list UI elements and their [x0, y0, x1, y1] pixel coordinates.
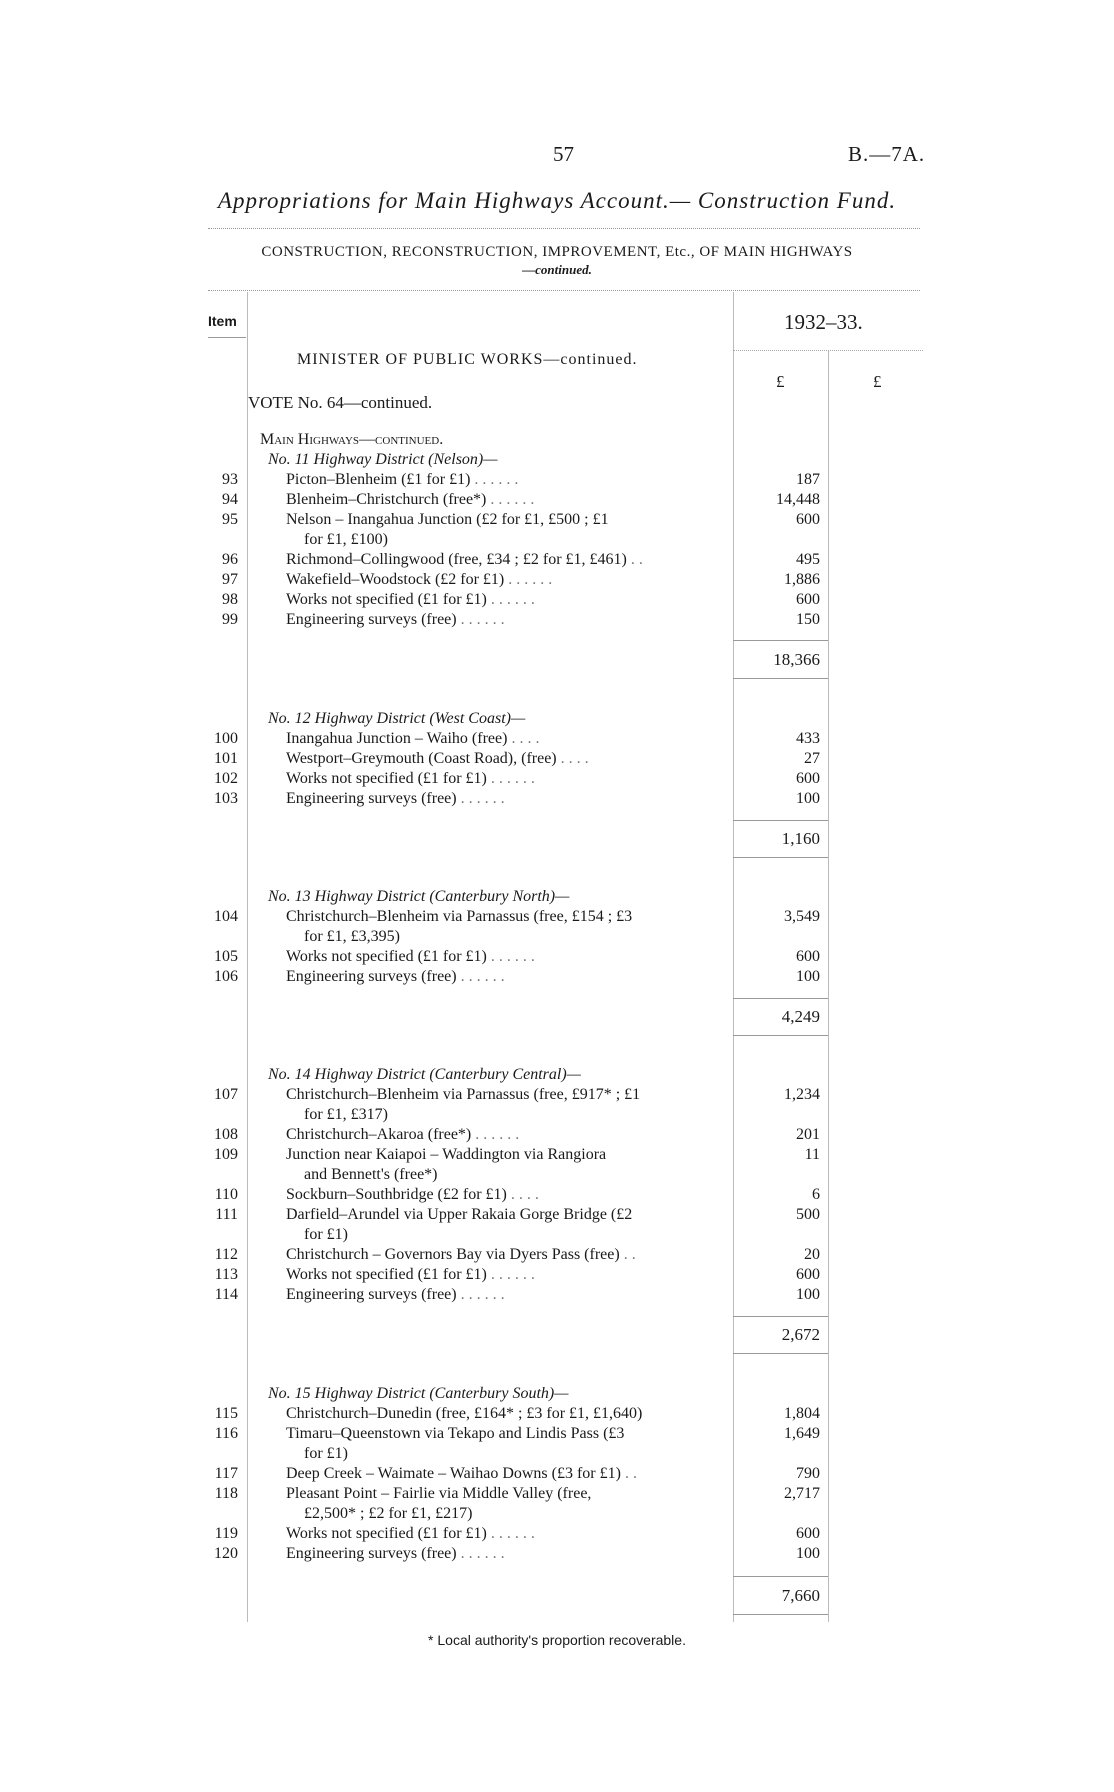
item-number: 116	[214, 1425, 238, 1442]
district-total: 1,160	[781, 829, 820, 848]
district-total: 18,366	[773, 650, 820, 669]
item-amount: 600	[796, 1525, 820, 1542]
page-title: Appropriations for Main Highways Account.— Construction Fund.	[217, 188, 897, 213]
subtitle-rule	[208, 290, 920, 291]
table-row-continuation	[0, 1226, 1114, 1246]
table-row	[0, 1186, 1114, 1206]
table-row	[0, 1425, 1114, 1445]
item-description: Junction near Kaiapoi – Waddington via Rangiora	[286, 1146, 607, 1163]
item-amount: 600	[796, 1266, 820, 1283]
item-amount: 100	[796, 1545, 820, 1562]
item-description: Engineering surveys (free) . . . . . .	[286, 790, 505, 807]
item-amount: 433	[796, 730, 820, 747]
item-number: 101	[214, 750, 238, 767]
item-amount: 495	[796, 551, 820, 568]
item-number: 118	[214, 1485, 238, 1502]
item-number: 100	[214, 730, 238, 747]
item-amount: 1,649	[784, 1425, 820, 1442]
table-row	[0, 491, 1114, 511]
table-row	[0, 1545, 1114, 1565]
item-amount: 600	[796, 948, 820, 965]
table-row-continuation	[0, 928, 1114, 948]
table-row	[0, 511, 1114, 531]
item-amount: 1,804	[784, 1405, 820, 1422]
district-heading	[0, 451, 1114, 471]
district-name: No. 13 Highway District (Canterbury North)—	[268, 888, 570, 905]
item-description-continued: for £1)	[304, 1445, 348, 1462]
title-rule	[208, 228, 920, 229]
district-total: 4,249	[781, 1007, 820, 1026]
table-row	[0, 611, 1114, 631]
district-name: No. 12 Highway District (West Coast)—	[268, 710, 526, 727]
item-description: Deep Creek – Waimate – Waihao Downs (£3 for £1) . .	[286, 1465, 637, 1482]
item-description: Darfield–Arundel via Upper Rakaia Gorge Bridge (£2	[286, 1206, 633, 1223]
item-amount: 790	[796, 1465, 820, 1482]
item-number: 93	[222, 471, 238, 488]
vote-heading: VOTE No. 64—continued.	[248, 393, 433, 412]
item-description: Pleasant Point – Fairlie via Middle Valley (free,	[286, 1485, 592, 1502]
item-description: Christchurch–Akaroa (free*) . . . . . .	[286, 1126, 520, 1143]
item-amount: 1,234	[784, 1086, 820, 1103]
item-amount: 3,549	[784, 908, 820, 925]
item-amount: 600	[796, 591, 820, 608]
item-number: 107	[214, 1086, 238, 1103]
item-amount: 187	[796, 471, 820, 488]
item-description-continued: £2,500* ; £2 for £1, £217)	[304, 1505, 473, 1522]
item-description: Blenheim–Christchurch (free*) . . . . . .	[286, 491, 535, 508]
table-row-continuation	[0, 1166, 1114, 1186]
section-subtitle-continued: —continued.	[522, 262, 592, 277]
table-row	[0, 1405, 1114, 1425]
item-description: Works not specified (£1 for £1) . . . . . .	[286, 591, 535, 608]
table-row	[0, 1266, 1114, 1286]
item-column-header: Item	[208, 313, 237, 329]
subtotal-rule	[733, 640, 828, 641]
item-amount: 2,717	[784, 1485, 820, 1502]
table-row	[0, 1465, 1114, 1485]
item-amount: 201	[796, 1126, 820, 1143]
item-description: Picton–Blenheim (£1 for £1) . . . . . .	[286, 471, 519, 488]
item-description: Nelson – Inangahua Junction (£2 for £1, £500 ; £1	[286, 511, 609, 528]
item-description: Westport–Greymouth (Coast Road), (free) . . . .	[286, 750, 589, 767]
item-number: 108	[214, 1126, 238, 1143]
item-number: 95	[222, 511, 238, 528]
item-description: Engineering surveys (free) . . . . . .	[286, 1545, 505, 1562]
item-number: 98	[222, 591, 238, 608]
item-amount: 150	[796, 611, 820, 628]
item-number: 103	[214, 790, 238, 807]
table-row	[0, 1146, 1114, 1166]
item-number: 117	[214, 1465, 238, 1482]
item-description: Inangahua Junction – Waiho (free) . . . .	[286, 730, 540, 747]
table-row	[0, 1485, 1114, 1505]
item-amount: 27	[804, 750, 820, 767]
subtotal-rule	[733, 1353, 828, 1354]
item-number: 105	[214, 948, 238, 965]
table-row	[0, 471, 1114, 491]
subtotal-rule	[733, 998, 828, 999]
item-description: Christchurch–Blenheim via Parnassus (free, £154 ; £3	[286, 908, 633, 925]
district-name: No. 11 Highway District (Nelson)—	[268, 451, 498, 468]
district-total: 7,660	[781, 1586, 820, 1605]
subtotal-rule	[733, 1576, 828, 1577]
item-amount: 100	[796, 968, 820, 985]
currency-symbol-1: £	[776, 372, 785, 391]
item-description: Christchurch–Blenheim via Parnassus (free, £917* ; £1	[286, 1086, 641, 1103]
item-description: Christchurch–Dunedin (free, £164* ; £3 for £1, £1,640)	[286, 1405, 643, 1422]
subtotal-rule	[733, 857, 828, 858]
table-row	[0, 551, 1114, 571]
page-number: 57	[553, 142, 574, 166]
item-amount: 1,886	[784, 571, 820, 588]
item-number: 99	[222, 611, 238, 628]
item-number: 110	[214, 1186, 238, 1203]
item-description-continued: for £1, £317)	[304, 1106, 388, 1123]
district-heading	[0, 1066, 1114, 1086]
table-row	[0, 750, 1114, 770]
table-row	[0, 948, 1114, 968]
district-name: No. 15 Highway District (Canterbury South)—	[268, 1385, 569, 1402]
table-row	[0, 770, 1114, 790]
table-row	[0, 1126, 1114, 1146]
table-row	[0, 1246, 1114, 1266]
district-heading	[0, 888, 1114, 908]
item-description-continued: and Bennett's (free*)	[304, 1166, 438, 1183]
table-row-continuation	[0, 531, 1114, 551]
district-heading	[0, 710, 1114, 730]
item-description: Works not specified (£1 for £1) . . . . . .	[286, 1266, 535, 1283]
table-row	[0, 1086, 1114, 1106]
subtotal-rule	[733, 820, 828, 821]
item-number: 109	[214, 1146, 238, 1163]
item-description: Engineering surveys (free) . . . . . .	[286, 1286, 505, 1303]
subtotal-rule	[733, 1316, 828, 1317]
table-row	[0, 1525, 1114, 1545]
item-amount: 100	[796, 790, 820, 807]
item-description: Works not specified (£1 for £1) . . . . . .	[286, 770, 535, 787]
district-heading	[0, 1385, 1114, 1405]
item-description: Wakefield–Woodstock (£2 for £1) . . . . . .	[286, 571, 553, 588]
year-column-header: 1932–33.	[784, 310, 863, 334]
table-row	[0, 1286, 1114, 1306]
item-amount: 20	[804, 1246, 820, 1263]
table-row	[0, 591, 1114, 611]
table-row-continuation	[0, 1445, 1114, 1465]
item-number: 94	[222, 491, 238, 508]
table-row	[0, 908, 1114, 928]
item-amount: 11	[804, 1146, 820, 1163]
item-description: Works not specified (£1 for £1) . . . . . .	[286, 948, 535, 965]
item-number: 104	[214, 908, 238, 925]
section-subtitle: CONSTRUCTION, RECONSTRUCTION, IMPROVEMENT, Etc., OF MAIN HIGHWAYS	[261, 244, 853, 260]
subtotal-rule	[733, 1035, 828, 1036]
item-description: Engineering surveys (free) . . . . . .	[286, 968, 505, 985]
item-number: 115	[214, 1405, 238, 1422]
table-row	[0, 1206, 1114, 1226]
item-amount: 100	[796, 1286, 820, 1303]
table-row	[0, 571, 1114, 591]
item-number: 111	[215, 1206, 238, 1223]
item-description-continued: for £1)	[304, 1226, 348, 1243]
table-row	[0, 790, 1114, 810]
district-total: 2,672	[781, 1325, 820, 1344]
item-number: 113	[214, 1266, 238, 1283]
table-row	[0, 968, 1114, 988]
item-number: 96	[222, 551, 238, 568]
item-number: 102	[214, 770, 238, 787]
year-header-rule	[733, 350, 923, 351]
currency-symbol-2: £	[873, 372, 882, 391]
district-name: No. 14 Highway District (Canterbury Central)—	[268, 1066, 581, 1083]
item-description: Works not specified (£1 for £1) . . . . . .	[286, 1525, 535, 1542]
document-reference: B.—7A.	[848, 142, 926, 166]
ministry-heading: MINISTER OF PUBLIC WORKS—continued.	[297, 351, 638, 368]
item-amount: 600	[796, 770, 820, 787]
item-amount: 600	[796, 511, 820, 528]
table-row	[0, 730, 1114, 750]
item-amount: 6	[812, 1186, 820, 1203]
item-description: Christchurch – Governors Bay via Dyers Pass (free) . .	[286, 1246, 636, 1263]
item-description-continued: for £1, £100)	[304, 531, 388, 548]
table-row-continuation	[0, 1505, 1114, 1525]
main-highways-heading: Main Highways—continued.	[260, 431, 444, 448]
item-header-rule	[208, 337, 246, 338]
item-amount: 14,448	[776, 491, 820, 508]
item-description: Sockburn–Southbridge (£2 for £1) . . . .	[286, 1186, 539, 1203]
item-number: 106	[214, 968, 238, 985]
table-row-continuation	[0, 1106, 1114, 1126]
item-amount: 500	[796, 1206, 820, 1223]
item-description: Timaru–Queenstown via Tekapo and Lindis Pass (£3	[286, 1425, 625, 1442]
item-description: Engineering surveys (free) . . . . . .	[286, 611, 505, 628]
item-description: Richmond–Collingwood (free, £34 ; £2 for £1, £461) . .	[286, 551, 643, 568]
item-number: 119	[214, 1525, 238, 1542]
item-description-continued: for £1, £3,395)	[304, 928, 400, 945]
item-number: 112	[214, 1246, 238, 1263]
subtotal-rule	[733, 1614, 828, 1615]
item-number: 114	[214, 1286, 238, 1303]
subtotal-rule	[733, 678, 828, 679]
item-number: 97	[222, 571, 238, 588]
item-number: 120	[214, 1545, 238, 1562]
footnote: * Local authority's proportion recoverable.	[428, 1632, 686, 1648]
